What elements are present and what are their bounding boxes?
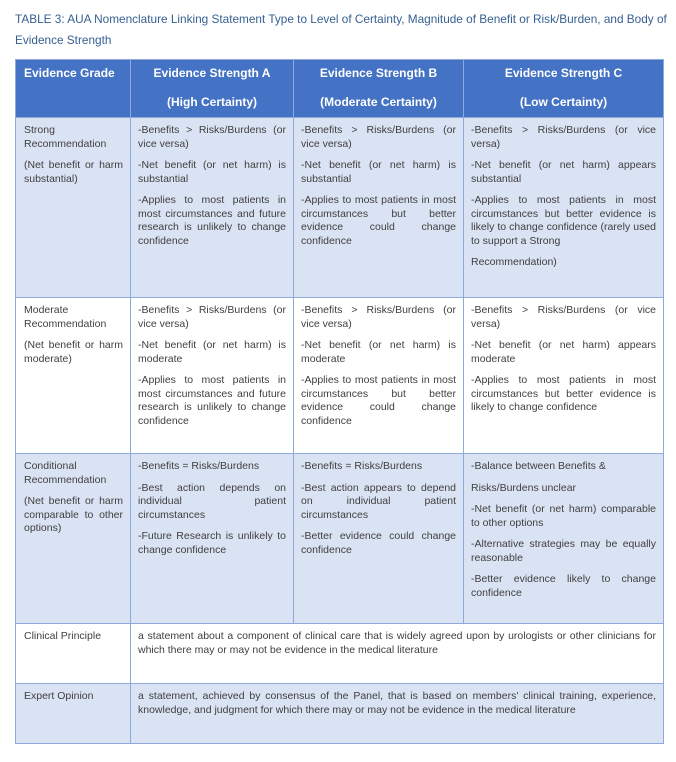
cell-paragraph: Risks/Burdens unclear xyxy=(471,481,577,494)
cell-paragraph: -Benefits > Risks/Burdens (or vice versa) xyxy=(301,304,456,330)
strength-c-cell xyxy=(464,454,664,624)
cell-paragraph: -Net benefit (or net harm) comparable to other options xyxy=(471,503,656,529)
cell-paragraph: -Alternative strategies may be equally reasonable xyxy=(471,538,656,564)
definition-row xyxy=(16,684,664,744)
cell-paragraph: -Benefits > Risks/Burdens (or vice versa) xyxy=(471,124,656,150)
cell-paragraph: Expert Opinion xyxy=(24,690,94,702)
definition-row xyxy=(16,624,664,684)
strength-b-cell xyxy=(294,118,464,298)
evidence-grade-row xyxy=(16,454,664,624)
header-label: Evidence Strength B xyxy=(319,66,438,80)
cell-paragraph: Recommendation) xyxy=(471,256,557,268)
table-title: TABLE 3: AUA Nomenclature Linking Statement Type to Level of Certainty, Magnitude of Benefit or Risk/Burden, and Body of Evidence Strength xyxy=(15,12,667,47)
header-evidence-strength-b xyxy=(294,60,464,118)
cell-paragraph: a statement, achieved by consensus of the Panel, that is based on members' clinical training, experience, knowledge, and judgment for which there may or may not be evidence in the medical literature xyxy=(138,690,656,716)
cell-paragraph: -Net benefit (or net harm) is substantial xyxy=(138,159,286,185)
cell-paragraph: Strong Recommendation xyxy=(24,124,107,150)
strength-c-cell xyxy=(464,118,664,298)
cell-paragraph: -Applies to most patients in most circumstances but better evidence is likely to change confidence (rarely used to support a Strong xyxy=(471,194,656,247)
cell-paragraph: -Applies to most patients in most circumstances and future research is unlikely to change confidence xyxy=(138,374,286,427)
cell-paragraph: (Net benefit or harm comparable to other options) xyxy=(24,495,123,534)
header-evidence-strength-a xyxy=(131,60,294,118)
cell-paragraph: -Benefits > Risks/Burdens (or vice versa) xyxy=(138,304,286,330)
table-body xyxy=(16,118,664,744)
strength-b-cell xyxy=(294,454,464,624)
cell-paragraph: (Net benefit or harm substantial) xyxy=(24,159,123,185)
header-label: Evidence Strength A xyxy=(153,66,271,80)
cell-paragraph: -Benefits > Risks/Burdens (or vice versa) xyxy=(471,304,656,330)
cell-paragraph: -Net benefit (or net harm) appears moderate xyxy=(471,339,656,365)
cell-paragraph: -Net benefit (or net harm) is moderate xyxy=(138,339,286,365)
cell-paragraph: -Benefits = Risks/Burdens xyxy=(138,460,260,472)
cell-paragraph: -Applies to most patients in most circumstances but better evidence is likely to change confidence xyxy=(471,374,656,413)
header-certainty: (Low Certainty) xyxy=(519,95,608,109)
cell-paragraph: Clinical Principle xyxy=(24,630,102,642)
cell-paragraph: -Benefits = Risks/Burdens xyxy=(301,460,423,472)
cell-paragraph: -Balance between Benefits & xyxy=(471,460,606,472)
header-certainty: (Moderate Certainty) xyxy=(320,95,437,109)
header-label: Evidence Strength C xyxy=(504,66,623,80)
aua-nomenclature-table xyxy=(15,59,664,744)
cell-paragraph: -Future Research is unlikely to change confidence xyxy=(138,530,286,556)
strength-a-cell xyxy=(131,454,294,624)
cell-paragraph: -Better evidence could change confidence xyxy=(301,530,456,556)
strength-c-cell xyxy=(464,298,664,454)
cell-paragraph: -Applies to most patients in most circumstances but better evidence could change confidence xyxy=(301,374,456,427)
evidence-grade-row xyxy=(16,298,664,454)
cell-paragraph: (Net benefit or harm moderate) xyxy=(24,339,123,365)
cell-paragraph: -Applies to most patients in most circumstances but better evidence could change confidence xyxy=(301,194,456,247)
cell-paragraph: -Benefits > Risks/Burdens (or vice versa) xyxy=(138,124,286,150)
definition-label-cell xyxy=(16,684,131,744)
cell-paragraph: -Net benefit (or net harm) is moderate xyxy=(301,339,456,365)
definition-label-cell xyxy=(16,624,131,684)
cell-paragraph: -Best action depends on individual patient circumstances xyxy=(138,481,286,521)
header-label: Evidence Grade xyxy=(24,66,115,80)
cell-paragraph: -Better evidence likely to change confidence xyxy=(471,573,656,599)
strength-b-cell xyxy=(294,298,464,454)
definition-text-cell xyxy=(131,684,664,744)
evidence-grade-cell xyxy=(16,454,131,624)
evidence-grade-row xyxy=(16,118,664,298)
cell-paragraph: -Benefits > Risks/Burdens (or vice versa) xyxy=(301,124,456,150)
cell-paragraph: Moderate Recommendation xyxy=(24,304,107,330)
header-certainty: (High Certainty) xyxy=(167,95,257,109)
cell-paragraph: -Net benefit (or net harm) appears substantial xyxy=(471,159,656,185)
strength-a-cell xyxy=(131,118,294,298)
cell-paragraph: -Applies to most patients in most circumstances and future research is unlikely to change confidence xyxy=(138,194,286,247)
strength-a-cell xyxy=(131,298,294,454)
cell-paragraph: -Net benefit (or net harm) is substantial xyxy=(301,159,456,185)
header-evidence-grade xyxy=(16,60,131,118)
table-header-row xyxy=(16,60,664,118)
cell-paragraph: Conditional Recommendation xyxy=(24,460,107,486)
cell-paragraph: a statement about a component of clinical care that is widely agreed upon by urologists or other clinicians for which there may or may not be evidence in the medical literature xyxy=(138,630,656,656)
header-evidence-strength-c xyxy=(464,60,664,118)
evidence-grade-cell xyxy=(16,298,131,454)
definition-text-cell xyxy=(131,624,664,684)
cell-paragraph: -Best action appears to depend on individual patient circumstances xyxy=(301,481,456,521)
evidence-grade-cell xyxy=(16,118,131,298)
